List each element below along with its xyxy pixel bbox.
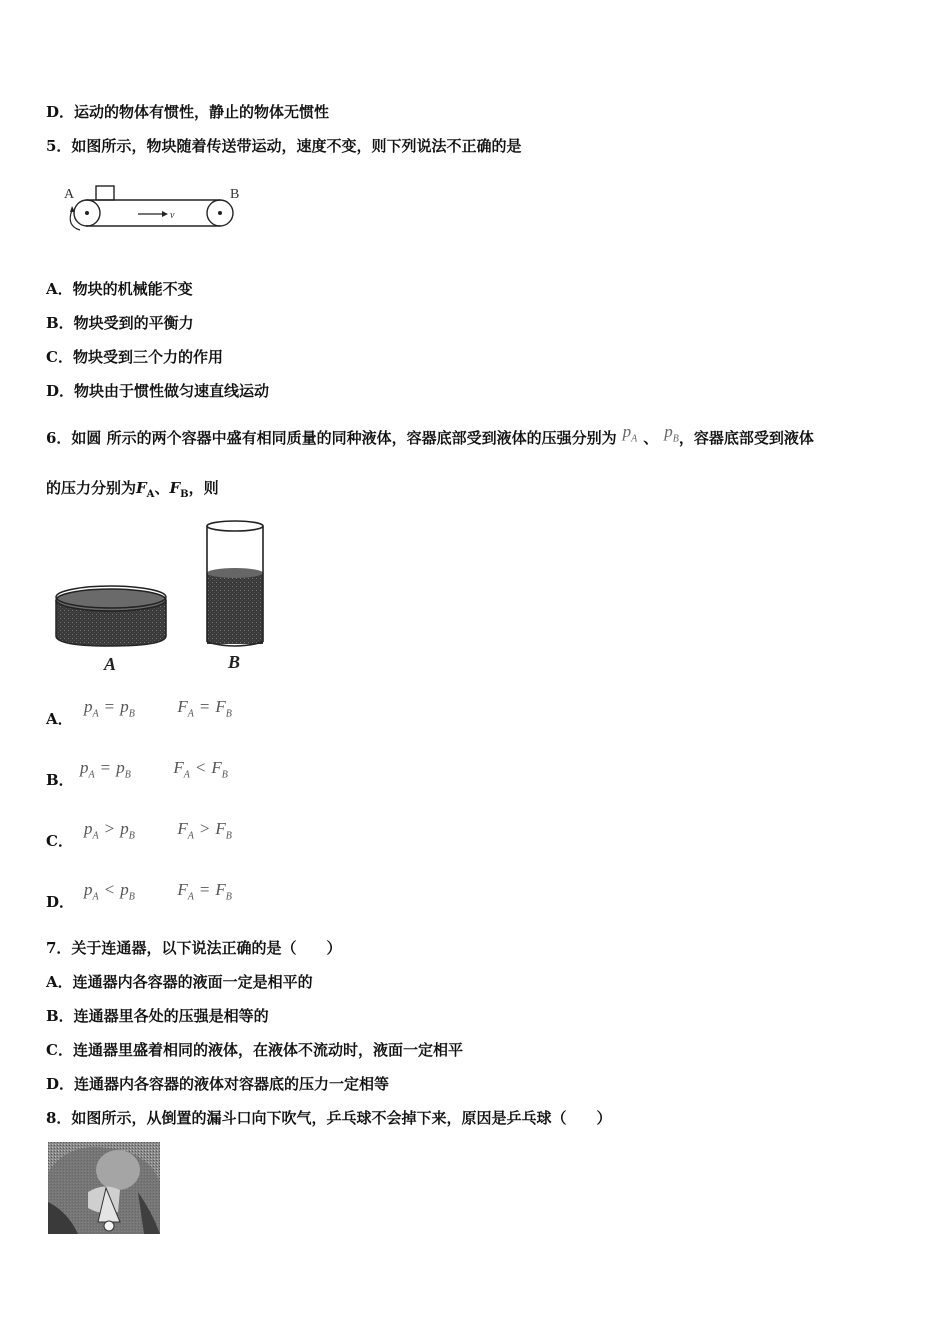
block: [96, 186, 114, 200]
figure-label-a: A: [64, 187, 75, 202]
container-a-label: A: [104, 654, 117, 674]
funnel-photo: [48, 1142, 160, 1234]
q6-stem-line1: 6．如圆 所示的两个容器中盛有相同质量的同种液体，容器底部受到液体的压强分别为 $p_A$ 、 $p_B$，容器底部受到液体: [46, 422, 814, 447]
q6-stem-line2: 的压力分别为$F_A$、$F_B$，则: [46, 479, 219, 500]
velocity-label: v: [170, 210, 175, 221]
q7-stem: 7．关于连通器，以下说法正确的是（ ）: [46, 939, 342, 957]
figure-label-b: B: [230, 187, 240, 202]
q5-option-a: A．物块的机械能不变: [46, 280, 193, 298]
ping-pong-ball: [104, 1221, 114, 1231]
container-a: [56, 586, 166, 646]
q7-option-a: A．连通器内各容器的液面一定是相平的: [46, 973, 313, 991]
q6-option-a-formula: $p_A = p_B$ $F_A = F_B$: [84, 697, 232, 720]
q7-option-c: C．连通器里盛着相同的液体，在液体不流动时，液面一定相平: [46, 1041, 463, 1059]
q7-option-b: B．连通器里各处的压强是相等的: [46, 1007, 269, 1025]
q6-option-b-label: B．: [46, 771, 74, 789]
q6-option-a-label: A．: [46, 710, 73, 728]
q5-stem: 5．如图所示，物块随着传送带运动，速度不变，则下列说法不正确的是: [46, 137, 522, 155]
q6-option-d-label: D．: [46, 893, 75, 911]
q5-option-d: D．物块由于惯性做匀速直线运动: [46, 382, 270, 400]
q4-option-d: D．运动的物体有惯性，静止的物体无惯性: [46, 103, 330, 121]
q5-option-c: C．物块受到三个力的作用: [46, 348, 223, 366]
q5-option-b: B．物块受到的平衡力: [46, 314, 194, 332]
conveyor-belt-figure: [58, 178, 258, 238]
face: [96, 1150, 140, 1190]
q8-stem: 8．如图所示，从倒置的漏斗口向下吹气，乒乓球不会掉下来，原因是乒乓球（ ）: [46, 1109, 612, 1127]
container-b-label: B: [228, 652, 241, 672]
q6-option-d-formula: $p_A < p_B$ $F_A = F_B$: [84, 880, 232, 903]
q6-option-c-label: C．: [46, 832, 73, 850]
q6-option-b-formula: $p_A = p_B$ $F_A < F_B$: [80, 758, 228, 781]
containers-figure: [48, 518, 278, 678]
container-b: [207, 521, 263, 646]
q7-option-d: D．连通器内各容器的液体对容器底的压力一定相等: [46, 1075, 390, 1093]
q6-option-c-formula: $p_A > p_B$ $F_A > F_B$: [84, 819, 232, 842]
